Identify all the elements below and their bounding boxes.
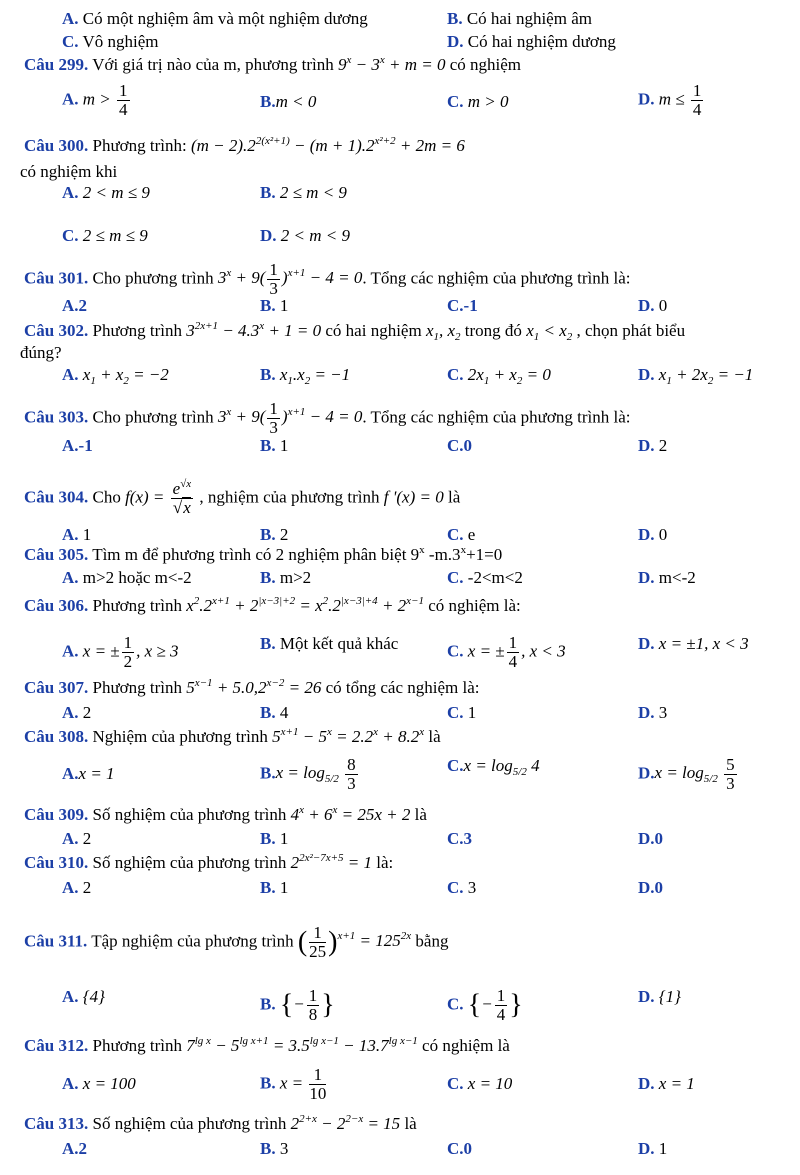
q305-option-b: B. m>2 xyxy=(260,568,312,587)
q312-option-b: B. x = $\frac{1}{10}$ xyxy=(260,1065,327,1103)
q305-option-c: C. -2<m<2 xyxy=(447,568,523,587)
question-302-cont: đúng? xyxy=(20,343,62,362)
q301-option-d: D. 0 xyxy=(638,296,668,315)
q304-option-a: A. 1 xyxy=(62,525,92,544)
question-308: Câu 308. Nghiệm của phương trình $5^{x+1} - 5^x = 2.2^x + 8.2^x$ là xyxy=(24,726,441,746)
question-307: Câu 307. Phương trình $5^{x-1} + 5.0,2^{x-2} = 26$ có tổng các nghiệm là: xyxy=(24,677,480,697)
question-300-cont: có nghiệm khi xyxy=(20,162,118,181)
question-311: Câu 311. Tập nghiệm của phương trình ( $\frac{1}{25}$ )$^{x+1} = 125^{2x}$ bằng xyxy=(24,923,449,961)
q299-option-b: B.m < 0 xyxy=(260,92,317,111)
question-309: Câu 309. Số nghiệm của phương trình $4^x + 6^x = 25x + 2$ là xyxy=(24,804,427,824)
q301-option-c: C.-1 xyxy=(447,296,478,315)
q299-option-d: D. m ≤ $\frac{1}{4}$ xyxy=(638,81,702,119)
q303-option-d: D. 2 xyxy=(638,436,668,455)
q303-option-c: C.0 xyxy=(447,436,473,455)
option-b: B. Có hai nghiệm âm xyxy=(447,9,592,28)
q310-option-d: D.0 xyxy=(638,878,664,897)
q306-option-d: D. x = ±1, x < 3 xyxy=(638,634,749,653)
q304-option-d: D. 0 xyxy=(638,525,668,544)
q313-option-b: B. 3 xyxy=(260,1139,289,1158)
q302-option-c: C. $2x_1 + x_2 = 0$ xyxy=(447,365,551,387)
q313-option-d: D. 1 xyxy=(638,1139,668,1158)
question-304: Câu 304. Cho f(x) = $\frac{e^{√x}}{√x}$ , nghiệm của phương trình f '(x) = 0 là xyxy=(24,478,461,517)
q299-option-c: C. m > 0 xyxy=(447,92,509,111)
q311-option-d: D. {1} xyxy=(638,987,681,1006)
q305-option-d: D. m<-2 xyxy=(638,568,696,587)
q301-option-a: A.2 xyxy=(62,296,88,315)
question-306: Câu 306. Phương trình $x^2.2^{x+1} + 2^{|x-3|+2} = x^2.2^{|x-3|+4} + 2^{x-1}$ có nghiệm là: xyxy=(24,595,521,615)
question-302: Câu 302. Phương trình $3^{2x+1} - 4.3^x + 1 = 0$ có hai nghiệm $x_1$, $x_2$ trong đó $x_1 < x_2$ , chọn phát biểu xyxy=(24,320,686,343)
question-312: Câu 312. Phương trình $7^{lg x} - 5^{lg x+1} = 3.5^{lg x-1} - 13.7^{lg x-1}$ có nghiệm là xyxy=(24,1035,510,1055)
q302-option-a: A. $x_1 + x_2 = -2$ xyxy=(62,365,169,387)
question-301: Câu 301. Cho phương trình $3^x + 9$( $\frac{1}{3}$ )$^{x+1}$ − 4 = 0. Tổng các nghiệm của phương trình là: xyxy=(24,260,631,298)
q311-option-c: C. {− $\frac{1}{4}$ } xyxy=(447,986,523,1024)
q309-option-a: A. 2 xyxy=(62,829,92,848)
q313-option-a: A.2 xyxy=(62,1139,88,1158)
q300-option-d: D. 2 < m < 9 xyxy=(260,226,351,245)
question-303: Câu 303. Cho phương trình $3^x + 9$( $\frac{1}{3}$ )$^{x+1}$ − 4 = 0. Tổng các nghiệm của phương trình là: xyxy=(24,399,631,437)
q302-option-b: B. $x_1.x_2 = -1$ xyxy=(260,365,351,387)
option-c: C. Vô nghiệm xyxy=(62,32,159,51)
q308-option-d: $D.x = \log_{5/2}$ $\frac{5}{3}$ xyxy=(638,755,735,793)
q307-option-b: B. 4 xyxy=(260,703,289,722)
question-310: Câu 310. Số nghiệm của phương trình $2^{2x^2-7x+5} = 1$ là: xyxy=(24,852,394,872)
q309-option-b: B. 1 xyxy=(260,829,289,848)
q308-option-c: $C.x = \log_{5/2} 4$ xyxy=(447,756,540,778)
question-313: Câu 313. Số nghiệm của phương trình $2^{2+x} - 2^{2-x} = 15$ là xyxy=(24,1113,417,1133)
q312-option-d: D. x = 1 xyxy=(638,1074,695,1093)
question-305: Câu 305. Tìm m để phương trình có 2 nghiệm phân biệt 9$^x$ $-m.3^x+1=0$ xyxy=(24,544,503,564)
q307-option-d: D. 3 xyxy=(638,703,668,722)
q309-option-c: C.3 xyxy=(447,829,473,848)
q303-option-a: A.-1 xyxy=(62,436,93,455)
option-d: D. Có hai nghiệm dương xyxy=(447,32,616,51)
q301-option-b: B. 1 xyxy=(260,296,289,315)
q310-option-c: C. 3 xyxy=(447,878,477,897)
q312-option-c: C. x = 10 xyxy=(447,1074,513,1093)
q313-option-c: C.0 xyxy=(447,1139,473,1158)
question-300: Câu 300. Phương trình: $(m - 2).2^{2(x^2+1)} - (m + 1).2^{x^2+2} + 2m = 6$ xyxy=(24,135,465,155)
q307-option-a: A. 2 xyxy=(62,703,92,722)
q299-option-a: A. m > $\frac{1}{4}$ xyxy=(62,81,128,119)
question-299: Câu 299. Với giá trị nào của m, phương trình $9^x - 3^x + m = 0$ có nghiệm xyxy=(24,54,522,74)
q308-option-a: A.x = 1 xyxy=(62,764,115,783)
q311-option-b: B. {− $\frac{1}{8}$ } xyxy=(260,986,335,1024)
q309-option-d: D.0 xyxy=(638,829,664,848)
q306-option-b: B. Một kết quả khác xyxy=(260,634,399,653)
q307-option-c: C. 1 xyxy=(447,703,477,722)
q305-option-a: A. m>2 hoặc m<-2 xyxy=(62,568,192,587)
q300-option-c: C. 2 ≤ m ≤ 9 xyxy=(62,226,148,245)
q300-option-a: A. 2 < m ≤ 9 xyxy=(62,183,150,202)
q311-option-a: A. {4} xyxy=(62,987,105,1006)
q312-option-a: A. x = 100 xyxy=(62,1074,136,1093)
q304-option-c: C. e xyxy=(447,525,476,544)
q306-option-c: C. x = ± $\frac{1}{4}$ , x < 3 xyxy=(447,633,566,671)
q300-option-b: B. 2 ≤ m < 9 xyxy=(260,183,347,202)
q303-option-b: B. 1 xyxy=(260,436,289,455)
q310-option-a: A. 2 xyxy=(62,878,92,897)
q304-option-b: B. 2 xyxy=(260,525,289,544)
q310-option-b: B. 1 xyxy=(260,878,289,897)
q306-option-a: A. x = ± $\frac{1}{2}$ , x ≥ 3 xyxy=(62,633,179,671)
option-a: A. Có một nghiệm âm và một nghiệm dương xyxy=(62,9,368,28)
q308-option-b: $B.x = \log_{5/2}$ $\frac{8}{3}$ xyxy=(260,755,356,793)
q302-option-d: D. $x_1 + 2x_2 = -1$ xyxy=(638,365,754,387)
